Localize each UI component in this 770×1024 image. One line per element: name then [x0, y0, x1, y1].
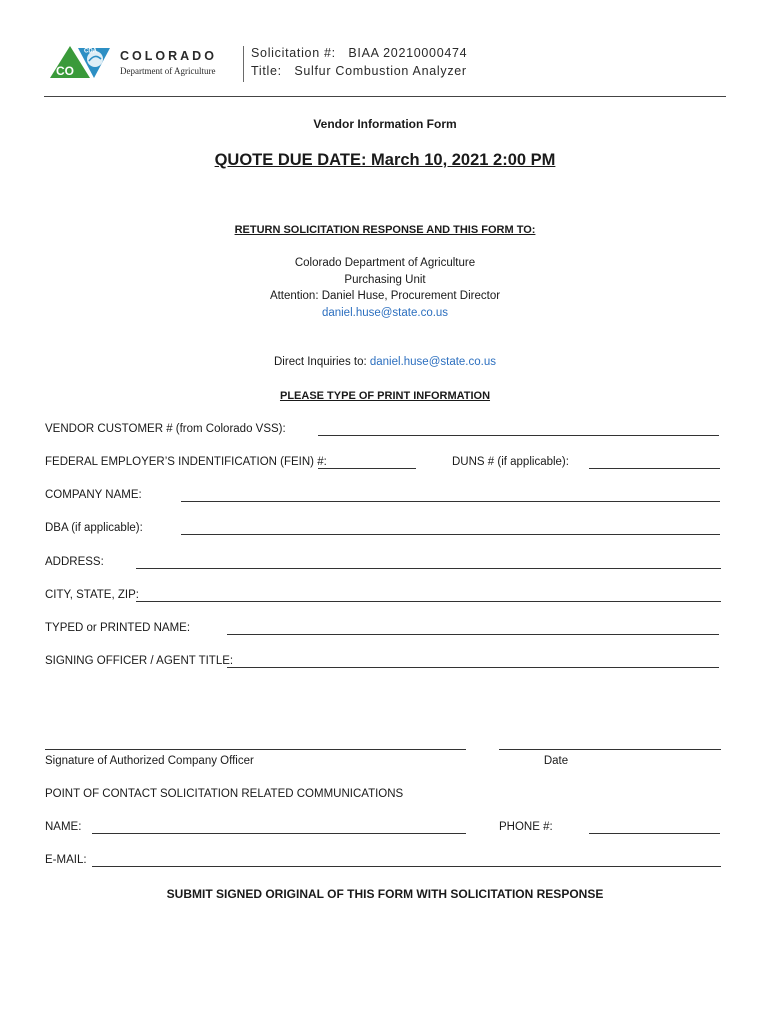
- poc-phone-label: PHONE #:: [499, 821, 553, 833]
- header-rule: [44, 96, 726, 97]
- vendor-customer-field[interactable]: [318, 435, 719, 436]
- logo-initials: CO: [56, 64, 74, 78]
- fein-label: FEDERAL EMPLOYER’S INDENTIFICATION (FEIN) #:: [45, 456, 327, 468]
- address-line-2: Purchasing Unit: [344, 273, 426, 286]
- dba-label: DBA (if applicable):: [45, 522, 143, 534]
- return-address: [0, 255, 770, 321]
- cda-logo: [48, 44, 248, 84]
- city-state-zip-label: CITY, STATE, ZIP:: [45, 589, 139, 601]
- header-divider: [243, 46, 244, 82]
- signature-caption: Signature of Authorized Company Officer: [45, 755, 254, 767]
- address-line-1: Colorado Department of Agriculture: [294, 257, 476, 269]
- return-heading: RETURN SOLICITATION RESPONSE AND THIS FORM TO:: [234, 224, 536, 236]
- date-caption: Date: [543, 755, 569, 767]
- solicitation-number: Solicitation #: BIAA 20210000474: [251, 46, 468, 60]
- poc-phone-field[interactable]: [589, 833, 720, 834]
- vendor-customer-label: VENDOR CUSTOMER # (from Colorado VSS):: [45, 423, 286, 435]
- dba-field[interactable]: [181, 534, 720, 535]
- direct-inquiries: [0, 356, 770, 368]
- logo-badge: CDA: [84, 48, 97, 55]
- signing-officer-field[interactable]: [227, 667, 719, 668]
- quote-due-date: [0, 151, 770, 170]
- quote-due-date-text: QUOTE DUE DATE: March 10, 2021 2:00 PM: [214, 151, 556, 169]
- direct-inquiries-email-link[interactable]: daniel.huse@state.co.us: [369, 356, 496, 368]
- submit-note: SUBMIT SIGNED ORIGINAL OF THIS FORM WITH SOLICITATION RESPONSE: [166, 887, 604, 901]
- solicitation-title: Title: Sulfur Combustion Analyzer: [251, 64, 467, 78]
- address-label: ADDRESS:: [45, 556, 104, 568]
- address-line-3: Attention: Daniel Huse, Procurement Director: [269, 290, 501, 302]
- print-heading: PLEASE TYPE OF PRINT INFORMATION: [279, 390, 491, 402]
- duns-label: DUNS # (if applicable):: [452, 456, 569, 468]
- duns-field[interactable]: [589, 468, 720, 469]
- address-field[interactable]: [136, 568, 721, 569]
- logo-wordmark: COLORADO: [120, 49, 217, 63]
- fein-field[interactable]: [318, 468, 416, 469]
- poc-heading: POINT OF CONTACT SOLICITATION RELATED COMMUNICATIONS: [45, 788, 404, 800]
- company-name-field[interactable]: [181, 501, 720, 502]
- city-state-zip-field[interactable]: [136, 601, 721, 602]
- form-title: Vendor Information Form: [313, 117, 457, 131]
- logo-subtitle: Department of Agriculture: [120, 66, 216, 76]
- poc-name-field[interactable]: [92, 833, 466, 834]
- poc-email-label: E-MAIL:: [45, 854, 87, 866]
- poc-name-label: NAME:: [45, 821, 82, 833]
- colorado-logo-icon: [48, 44, 116, 84]
- direct-inquiries-label: Direct Inquiries to:: [274, 356, 370, 368]
- company-name-label: COMPANY NAME:: [45, 489, 142, 501]
- signing-officer-label: SIGNING OFFICER / AGENT TITLE:: [45, 655, 234, 667]
- address-email-link[interactable]: daniel.huse@state.co.us: [321, 306, 449, 319]
- typed-name-field[interactable]: [227, 634, 719, 635]
- signature-field[interactable]: [45, 749, 466, 750]
- date-field[interactable]: [499, 749, 721, 750]
- typed-name-label: TYPED or PRINTED NAME:: [45, 622, 191, 634]
- poc-email-field[interactable]: [92, 866, 721, 867]
